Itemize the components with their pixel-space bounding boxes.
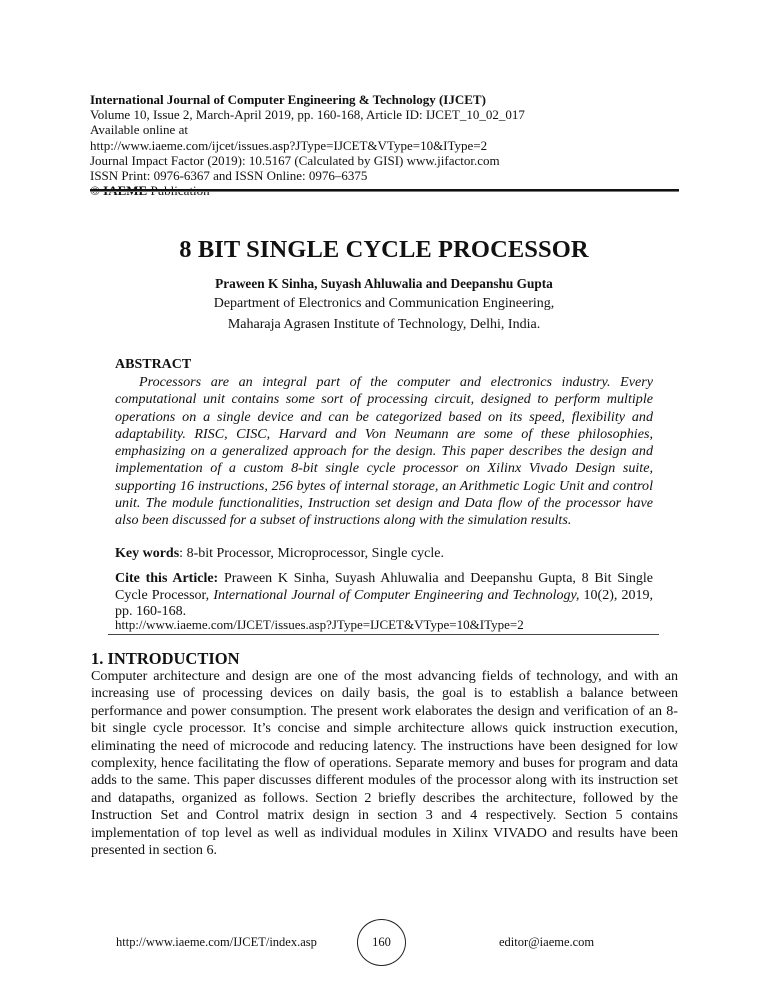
cite-label: Cite this Article: [115, 571, 219, 586]
keywords-label: Key words [115, 546, 180, 561]
keywords-separator: : [179, 546, 187, 561]
page-number-badge [357, 919, 406, 966]
header-divider [90, 189, 679, 192]
volume-issue-line: Volume 10, Issue 2, March-April 2019, pp. 160-168, Article ID: IJCET_10_02_017 [90, 107, 525, 123]
cite-authors-title: Praween K Sinha, Suyash Ahluwalia and Deepanshu Gupta, 8 Bit Single Cycle Processor, [115, 571, 654, 603]
cite-divider [108, 634, 659, 635]
footer-url-link[interactable]: http://www.iaeme.com/IJCET/index.asp [116, 935, 317, 949]
copyright-symbol: © [90, 183, 100, 199]
issn-line: ISSN Print: 0976-6367 and ISSN Online: 0976–6375 [90, 168, 368, 184]
issue-url-link[interactable]: http://www.iaeme.com/ijcet/issues.asp?JType=IJCET&VType=10&IType=2 [90, 137, 488, 153]
available-online-label: Available online at [90, 122, 188, 138]
affiliation-institute: Maharaja Agrasen Institute of Technology, Delhi, India. [227, 317, 541, 332]
cite-details: 10(2), 2019, pp. 160-168. [115, 587, 654, 620]
introduction-body: Computer architecture and design are one of the most advancing fields of technology, and with an increasing use of processing devices on daily basis, the goal is to establish a balance between performance and power consumption. The present work elaborates the design and verification of an 8-bit single cycle processor. It’s concise and simple architecture allows quick instruction execution, eliminating the need of microcode and reducing latency. The instructions have been designed for low complexity, hence facilitating the flow of operations. Separate memory and buses for program and data adds to the same. This paper discusses different modules of the processor along with its instruction set and datapaths, organized as follows. Section 2 briefly describes the architecture, followed by the Instruction Set and Control matrix design in section 3 and 4 respectively. Section 5 contains implementation of top level as well as individual modules in Xilinx VIVADO and results have been presented in section 6. [91, 668, 678, 859]
impact-factor-line: Journal Impact Factor (2019): 10.5167 (Calculated by GISI) www.jifactor.com [90, 152, 500, 168]
cite-url-link[interactable]: http://www.iaeme.com/IJCET/issues.asp?JType=IJCET&VType=10&IType=2 [115, 617, 524, 632]
publisher-suffix: Publication [147, 183, 210, 199]
cite-article [115, 571, 653, 621]
publisher-name: IAEME [103, 183, 148, 199]
introduction-heading: 1. INTRODUCTION [91, 649, 240, 668]
paper-title: 8 BIT SINGLE CYCLE PROCESSOR [179, 236, 589, 263]
paper-authors: Praween K Sinha, Suyash Ahluwalia and Deepanshu Gupta [215, 276, 553, 291]
keywords [115, 546, 655, 562]
abstract-heading: ABSTRACT [115, 357, 192, 372]
keywords-value: 8-bit Processor, Microprocessor, Single cycle. [186, 546, 444, 561]
page-number: 160 [372, 935, 391, 949]
journal-name: International Journal of Computer Engineering & Technology (IJCET) [90, 92, 486, 107]
footer-email-link[interactable]: editor@iaeme.com [499, 935, 595, 949]
cite-journal: International Journal of Computer Engineering and Technology, [213, 587, 580, 603]
affiliation-department: Department of Electronics and Communication Engineering, [213, 296, 555, 311]
abstract-body: Processors are an integral part of the computer and electronics industry. Every computational unit contains some sort of processing circuit, designed to perform multiple operations on a single device and can be categorized based on its speed, flexibility and adaptability. RISC, CISC, Harvard and Von Neumann are some of these philosophies, emphasizing on a generalized approach for the design. This paper describes the design and implementation of a custom 8-bit single cycle processor on Xilinx Vivado Design suite, supporting 16 instructions, 256 bytes of internal storage, an Arithmetic Logic Unit and control unit. The module functionalities, Instruction set design and Data flow of the processor have also been discussed for a subset of instructions along with the simulation results. [115, 374, 653, 529]
journal-header [90, 92, 680, 198]
